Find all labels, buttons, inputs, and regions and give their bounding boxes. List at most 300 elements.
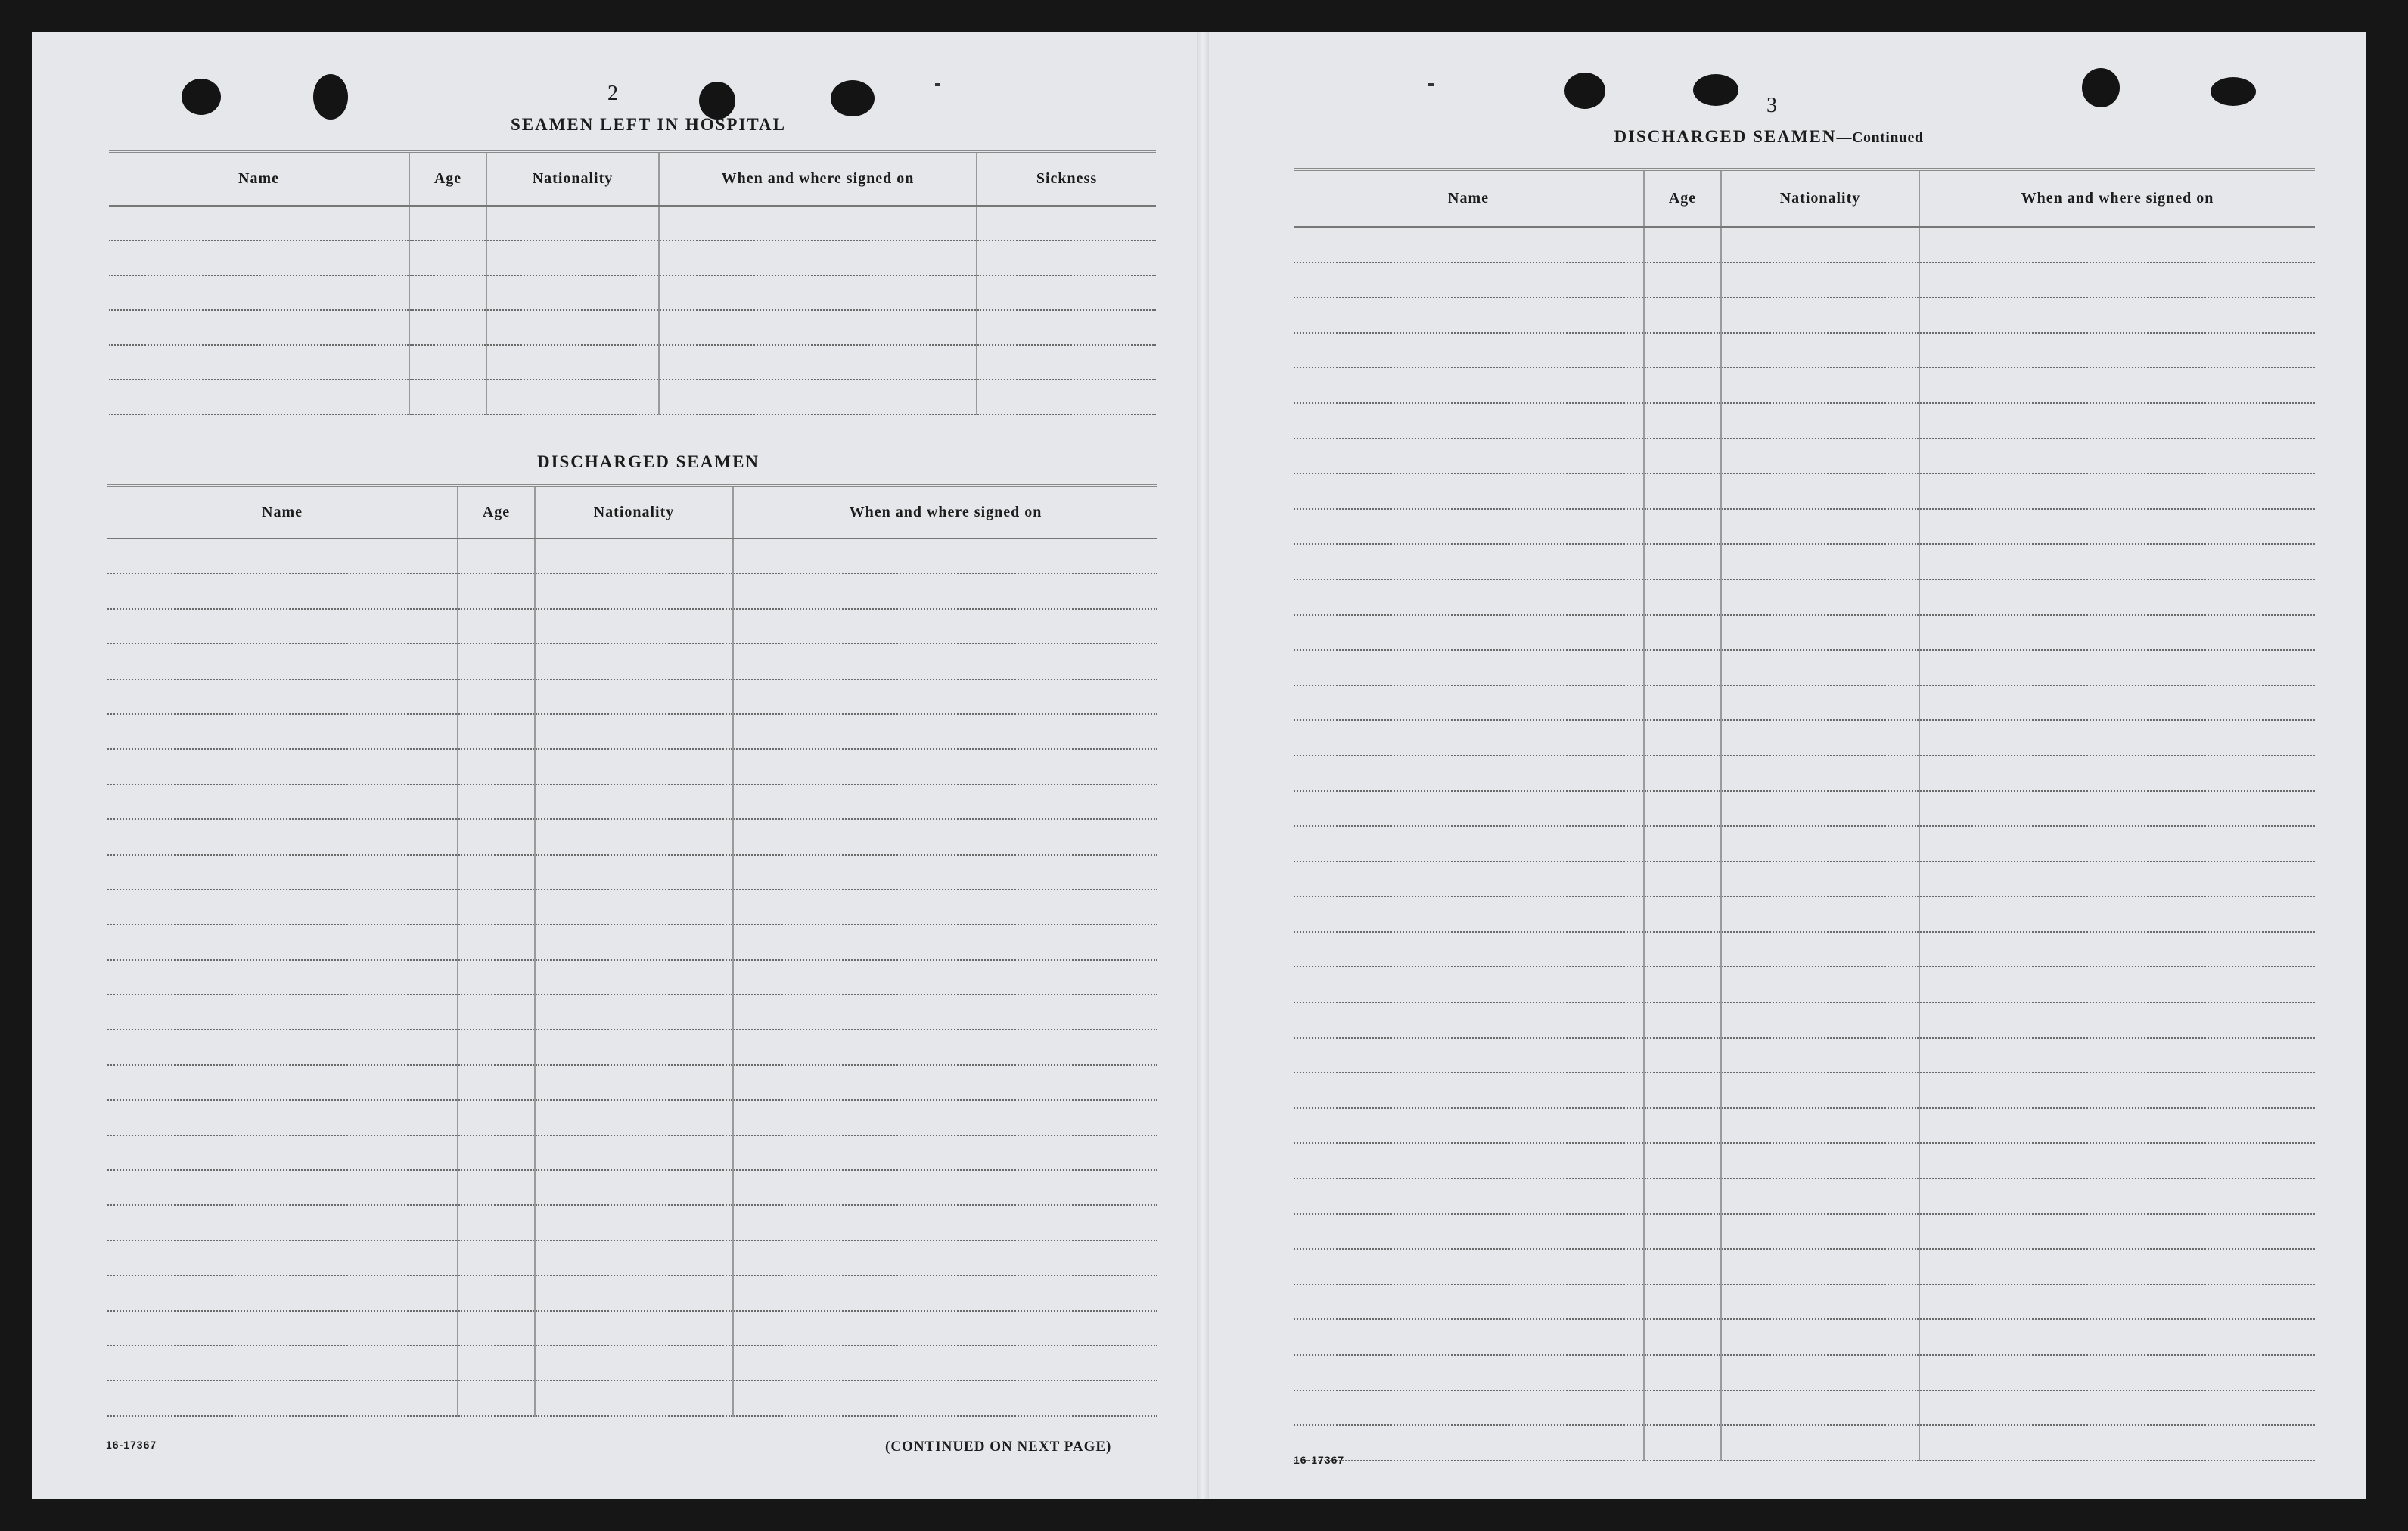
blank-cell (1919, 1038, 2315, 1073)
blank-cell (1294, 1425, 1644, 1461)
form-number: 16-17367 (106, 1439, 157, 1451)
blank-row (1294, 1179, 2315, 1214)
blank-cell (409, 380, 486, 415)
blank-cell (1644, 1249, 1721, 1284)
blank-cell (733, 995, 1157, 1029)
blank-cell (535, 924, 733, 959)
blank-cell (733, 819, 1157, 854)
blank-cell (1644, 1179, 1721, 1214)
blank-cell (1644, 1073, 1721, 1108)
blank-cell (458, 1241, 535, 1275)
blank-cell (1919, 615, 2315, 651)
blank-row (109, 310, 1156, 345)
blank-cell (1919, 756, 2315, 791)
blank-row (1294, 1284, 2315, 1320)
blank-row (1294, 1002, 2315, 1038)
blank-row (1294, 544, 2315, 579)
column-header-nationality: Nationality (486, 151, 659, 206)
discharged-table (107, 484, 1157, 1417)
blank-cell (107, 855, 458, 890)
blank-cell (733, 1065, 1157, 1100)
blank-cell (535, 1275, 733, 1310)
title-main: DISCHARGED SEAMEN (1614, 127, 1837, 146)
blank-cell (733, 714, 1157, 749)
blank-cell (1644, 756, 1721, 791)
punch-hole (2082, 68, 2120, 107)
blank-row (109, 275, 1156, 310)
blank-cell (458, 1135, 535, 1170)
blank-cell (1644, 615, 1721, 651)
blank-cell (535, 1029, 733, 1064)
blank-cell (1721, 1143, 1919, 1179)
blank-cell (1721, 720, 1919, 756)
blank-cell (733, 679, 1157, 714)
blank-cell (733, 1135, 1157, 1170)
blank-cell (1721, 544, 1919, 579)
blank-cell (535, 784, 733, 819)
blank-cell (1721, 403, 1919, 439)
blank-cell (659, 310, 977, 345)
blank-row (109, 206, 1156, 241)
blank-cell (1919, 262, 2315, 298)
blank-row (1294, 509, 2315, 545)
blank-cell (486, 275, 659, 310)
blank-row (107, 1241, 1157, 1275)
blank-cell (977, 206, 1156, 241)
blank-cell (107, 995, 458, 1029)
blank-cell (1644, 333, 1721, 368)
blank-cell (1919, 1249, 2315, 1284)
blank-cell (1919, 509, 2315, 545)
column-header-sickness: Sickness (977, 151, 1156, 206)
blank-cell (1294, 1390, 1644, 1426)
blank-cell (1294, 1319, 1644, 1355)
blank-cell (535, 995, 733, 1029)
blank-cell (1919, 1214, 2315, 1250)
blank-cell (535, 644, 733, 679)
blank-row (107, 1205, 1157, 1240)
column-header-signed-on: When and where signed on (733, 486, 1157, 539)
blank-row (1294, 791, 2315, 827)
blank-row (1294, 685, 2315, 721)
blank-cell (535, 1380, 733, 1415)
blank-cell (1644, 932, 1721, 967)
blank-cell (1644, 544, 1721, 579)
blank-cell (1721, 474, 1919, 509)
column-header-nationality: Nationality (535, 486, 733, 539)
blank-cell (535, 1170, 733, 1205)
blank-cell (733, 573, 1157, 608)
blank-cell (1644, 826, 1721, 862)
blank-cell (1294, 1355, 1644, 1390)
blank-cell (535, 573, 733, 608)
blank-cell (977, 275, 1156, 310)
blank-cell (1644, 1425, 1721, 1461)
blank-cell (458, 539, 535, 573)
blank-cell (458, 679, 535, 714)
blank-cell (1644, 368, 1721, 403)
discharged-continued-title (1534, 127, 2003, 147)
blank-cell (733, 1170, 1157, 1205)
blank-row (1294, 1214, 2315, 1250)
blank-row (1294, 333, 2315, 368)
blank-cell (1644, 791, 1721, 827)
blank-cell (1721, 826, 1919, 862)
blank-row (107, 1311, 1157, 1346)
blank-row (1294, 1143, 2315, 1179)
blank-cell (1644, 1214, 1721, 1250)
blank-cell (733, 1380, 1157, 1415)
blank-cell (1294, 685, 1644, 721)
blank-cell (733, 1346, 1157, 1380)
blank-cell (1721, 1425, 1919, 1461)
blank-row (107, 890, 1157, 924)
blank-row (1294, 756, 2315, 791)
blank-cell (977, 310, 1156, 345)
column-header-age: Age (458, 486, 535, 539)
blank-cell (1721, 650, 1919, 685)
blank-cell (659, 241, 977, 275)
blank-row (1294, 1319, 2315, 1355)
blank-cell (1919, 1143, 2315, 1179)
blank-cell (1919, 368, 2315, 403)
blank-row (107, 749, 1157, 784)
blank-cell (1294, 967, 1644, 1002)
blank-cell (107, 609, 458, 644)
blank-row (107, 609, 1157, 644)
blank-cell (458, 1346, 535, 1380)
blank-cell (1721, 932, 1919, 967)
blank-cell (1644, 474, 1721, 509)
blank-row (107, 714, 1157, 749)
blank-cell (1919, 1179, 2315, 1214)
blank-cell (1721, 1284, 1919, 1320)
blank-cell (1294, 791, 1644, 827)
blank-cell (535, 1241, 733, 1275)
blank-cell (1294, 1214, 1644, 1250)
blank-cell (107, 924, 458, 959)
blank-cell (486, 380, 659, 415)
blank-cell (1294, 1002, 1644, 1038)
blank-cell (1644, 896, 1721, 932)
blank-cell (1294, 826, 1644, 862)
blank-cell (1919, 1390, 2315, 1426)
blank-cell (107, 1241, 458, 1275)
blank-cell (733, 924, 1157, 959)
blank-row (1294, 579, 2315, 615)
blank-cell (1294, 1179, 1644, 1214)
blank-cell (1919, 403, 2315, 439)
blank-cell (1919, 896, 2315, 932)
blank-cell (1919, 333, 2315, 368)
blank-cell (1721, 1038, 1919, 1073)
blank-cell (1919, 1002, 2315, 1038)
blank-row (1294, 1390, 2315, 1426)
blank-cell (1721, 791, 1919, 827)
blank-cell (1721, 685, 1919, 721)
blank-cell (1644, 1355, 1721, 1390)
blank-row (1294, 403, 2315, 439)
blank-cell (659, 345, 977, 380)
blank-cell (1919, 650, 2315, 685)
blank-cell (1919, 227, 2315, 262)
blank-cell (1294, 1108, 1644, 1144)
blank-row (1294, 439, 2315, 474)
blank-cell (409, 275, 486, 310)
column-header-signed-on: When and where signed on (659, 151, 977, 206)
blank-cell (107, 539, 458, 573)
blank-cell (535, 539, 733, 573)
blank-row (107, 1380, 1157, 1415)
blank-cell (1919, 474, 2315, 509)
blank-cell (733, 960, 1157, 995)
blank-cell (1294, 1038, 1644, 1073)
blank-cell (733, 1029, 1157, 1064)
right-page (1209, 32, 2366, 1499)
blank-cell (1721, 1355, 1919, 1390)
blank-cell (1721, 1002, 1919, 1038)
blank-cell (107, 1170, 458, 1205)
blank-row (107, 1346, 1157, 1380)
blank-cell (1294, 1143, 1644, 1179)
blank-cell (1294, 262, 1644, 298)
blank-cell (1919, 297, 2315, 333)
blank-cell (1721, 896, 1919, 932)
blank-cell (458, 749, 535, 784)
blank-cell (458, 1311, 535, 1346)
blank-cell (109, 206, 409, 241)
blank-cell (458, 890, 535, 924)
blank-cell (535, 1205, 733, 1240)
blank-cell (458, 609, 535, 644)
blank-cell (535, 714, 733, 749)
blank-cell (1644, 439, 1721, 474)
blank-cell (1294, 720, 1644, 756)
blank-cell (977, 345, 1156, 380)
blank-row (107, 573, 1157, 608)
column-header-signed-on: When and where signed on (1919, 169, 2315, 227)
blank-cell (1721, 1108, 1919, 1144)
blank-cell (458, 714, 535, 749)
blank-row (1294, 896, 2315, 932)
blank-cell (535, 1100, 733, 1135)
blank-cell (1294, 1073, 1644, 1108)
blank-cell (458, 995, 535, 1029)
blank-cell (107, 819, 458, 854)
blank-row (1294, 967, 2315, 1002)
blank-row (107, 960, 1157, 995)
blank-cell (458, 924, 535, 959)
blank-row (107, 784, 1157, 819)
blank-cell (733, 1241, 1157, 1275)
blank-cell (535, 1065, 733, 1100)
left-page (32, 32, 1197, 1499)
blank-row (1294, 826, 2315, 862)
blank-cell (1644, 509, 1721, 545)
blank-row (107, 1029, 1157, 1064)
blank-cell (109, 241, 409, 275)
blank-cell (1919, 1073, 2315, 1108)
blank-cell (1919, 720, 2315, 756)
blank-row (1294, 1108, 2315, 1144)
blank-row (1294, 720, 2315, 756)
blank-row (107, 1135, 1157, 1170)
blank-row (1294, 1073, 2315, 1108)
page-number: 3 (1766, 94, 1777, 117)
column-header-age: Age (1644, 169, 1721, 227)
blank-cell (535, 1135, 733, 1170)
blank-cell (659, 275, 977, 310)
blank-cell (1644, 1390, 1721, 1426)
blank-row (1294, 1355, 2315, 1390)
punch-hole (831, 80, 875, 116)
page-number: 2 (607, 82, 618, 105)
blank-cell (733, 1100, 1157, 1135)
blank-cell (486, 206, 659, 241)
column-header-nationality: Nationality (1721, 169, 1919, 227)
blank-cell (458, 1275, 535, 1310)
blank-cell (107, 1275, 458, 1310)
blank-cell (977, 241, 1156, 275)
blank-cell (733, 539, 1157, 573)
blank-cell (733, 890, 1157, 924)
blank-cell (535, 1346, 733, 1380)
blank-cell (1919, 932, 2315, 967)
column-header-age: Age (409, 151, 486, 206)
blank-cell (1721, 439, 1919, 474)
punch-hole (313, 74, 348, 120)
blank-row (107, 539, 1157, 573)
blank-cell (1644, 262, 1721, 298)
discharged-continued-table (1294, 168, 2315, 1461)
column-header-name: Name (109, 151, 409, 206)
blank-cell (1294, 439, 1644, 474)
blank-cell (1644, 1108, 1721, 1144)
blank-cell (1919, 826, 2315, 862)
blank-cell (486, 241, 659, 275)
blank-cell (1721, 1390, 1919, 1426)
blank-cell (1294, 579, 1644, 615)
blank-row (107, 995, 1157, 1029)
blank-cell (1721, 1179, 1919, 1214)
blank-cell (458, 1170, 535, 1205)
column-header-name: Name (107, 486, 458, 539)
blank-cell (1294, 896, 1644, 932)
blank-cell (1721, 1249, 1919, 1284)
blank-cell (1919, 685, 2315, 721)
blank-cell (1721, 368, 1919, 403)
blank-cell (109, 275, 409, 310)
blank-row (107, 1065, 1157, 1100)
blank-row (1294, 262, 2315, 298)
blank-cell (458, 644, 535, 679)
blank-cell (733, 749, 1157, 784)
blank-cell (1294, 474, 1644, 509)
blank-row (1294, 1425, 2315, 1461)
blank-cell (733, 1205, 1157, 1240)
blank-cell (1919, 791, 2315, 827)
blank-cell (1294, 932, 1644, 967)
blank-cell (458, 573, 535, 608)
blank-cell (1919, 862, 2315, 897)
blank-cell (1919, 1355, 2315, 1390)
blank-cell (1721, 297, 1919, 333)
blank-cell (107, 679, 458, 714)
blank-cell (1644, 862, 1721, 897)
blank-cell (535, 819, 733, 854)
blank-cell (1294, 368, 1644, 403)
blank-cell (107, 1135, 458, 1170)
blank-cell (1644, 967, 1721, 1002)
blank-cell (1644, 227, 1721, 262)
blank-cell (1919, 1319, 2315, 1355)
blank-cell (1294, 1249, 1644, 1284)
blank-cell (409, 206, 486, 241)
blank-cell (1294, 756, 1644, 791)
blank-cell (1919, 1284, 2315, 1320)
blank-cell (107, 960, 458, 995)
blank-cell (107, 1311, 458, 1346)
blank-cell (109, 380, 409, 415)
blank-row (1294, 1249, 2315, 1284)
blank-cell (535, 960, 733, 995)
blank-row (1294, 615, 2315, 651)
blank-cell (1294, 544, 1644, 579)
blank-row (107, 644, 1157, 679)
blank-cell (1721, 333, 1919, 368)
hospital-section-title: SEAMEN LEFT IN HOSPITAL (510, 115, 787, 134)
blank-cell (1919, 1425, 2315, 1461)
blank-cell (1644, 1284, 1721, 1320)
blank-cell (107, 1205, 458, 1240)
blank-cell (458, 1205, 535, 1240)
blank-cell (409, 345, 486, 380)
hospital-table (109, 150, 1156, 415)
title-suffix: —Continued (1836, 129, 1924, 146)
blank-cell (535, 679, 733, 714)
blank-cell (535, 855, 733, 890)
blank-cell (1721, 615, 1919, 651)
blank-cell (1721, 1073, 1919, 1108)
form-sheet (32, 32, 2366, 1499)
blank-cell (1919, 967, 2315, 1002)
blank-cell (1721, 227, 1919, 262)
blank-cell (1721, 579, 1919, 615)
blank-cell (1721, 1214, 1919, 1250)
blank-cell (535, 1311, 733, 1346)
blank-cell (1294, 297, 1644, 333)
blank-row (1294, 227, 2315, 262)
blank-cell (733, 644, 1157, 679)
blank-row (109, 241, 1156, 275)
blank-cell (1294, 650, 1644, 685)
blank-cell (409, 310, 486, 345)
page-fold (1197, 32, 1209, 1499)
blank-cell (109, 345, 409, 380)
blank-cell (1644, 403, 1721, 439)
blank-cell (1721, 262, 1919, 298)
blank-cell (1644, 1038, 1721, 1073)
blank-cell (535, 749, 733, 784)
blank-cell (409, 241, 486, 275)
blank-cell (1644, 1319, 1721, 1355)
blank-cell (107, 714, 458, 749)
column-header-name: Name (1294, 169, 1644, 227)
blank-cell (733, 609, 1157, 644)
blank-cell (458, 1380, 535, 1415)
blank-cell (486, 310, 659, 345)
blank-row (1294, 862, 2315, 897)
